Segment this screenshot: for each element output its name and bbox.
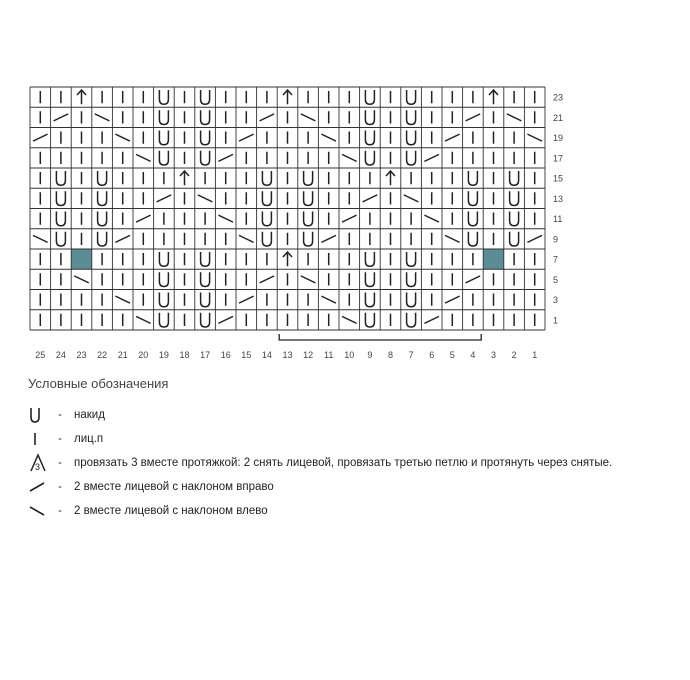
right-slant-mark [157, 195, 172, 202]
yarn-over-mark [365, 272, 374, 286]
yarn-over-mark [407, 90, 416, 104]
left-slant-mark [136, 154, 151, 161]
yarn-over-mark [159, 252, 168, 266]
yarn-over-mark [159, 131, 168, 145]
legend-item-left-slant [28, 499, 678, 523]
row-number: 3 [553, 295, 559, 306]
right-slant-mark [136, 215, 151, 222]
column-number: 8 [387, 350, 394, 360]
column-number: 2 [511, 350, 517, 360]
yarn-over-mark [201, 272, 210, 286]
right-slant-mark [445, 296, 460, 303]
legend-dash: - [58, 409, 62, 421]
repeat-bracket [279, 334, 481, 340]
row-number: 23 [553, 92, 564, 103]
legend-title: Условные обозначения [28, 376, 169, 391]
yarn-over-mark [201, 131, 210, 145]
right-slant-mark [218, 316, 233, 323]
legend-item-cdd [28, 451, 678, 475]
right-slant-mark [527, 235, 542, 242]
column-number: 22 [97, 350, 108, 360]
yarn-over-mark [468, 191, 477, 205]
left-slant-mark [342, 154, 357, 161]
column-number: 5 [449, 350, 455, 360]
left-slant-mark [115, 134, 130, 141]
right-slant-mark [321, 235, 336, 242]
yarn-over-mark [510, 232, 519, 246]
yarn-over-mark [365, 90, 374, 104]
left-slant-mark [507, 114, 522, 121]
left-slant-mark [239, 235, 254, 242]
row-number: 11 [553, 214, 563, 225]
column-number: 11 [324, 350, 334, 360]
column-number: 17 [200, 350, 211, 360]
yarn-over-mark [304, 232, 313, 246]
right-slant-mark [363, 195, 378, 202]
legend-item-yarn-over [28, 403, 678, 427]
row-number: 9 [553, 234, 559, 245]
row-number: 5 [553, 274, 559, 285]
column-number: 19 [158, 350, 169, 360]
left-slant-mark [95, 114, 110, 121]
column-number: 20 [138, 350, 149, 360]
yarn-over-mark [159, 313, 168, 327]
row-number: 19 [553, 133, 564, 144]
right-slant-mark [260, 276, 275, 283]
legend-dash: - [58, 505, 62, 517]
left-slant-mark [136, 316, 151, 323]
yarn-over-mark [201, 90, 210, 104]
yarn-over-mark [159, 272, 168, 286]
yarn-over-mark [98, 171, 107, 185]
row-number: 17 [553, 153, 564, 164]
legend-dash: - [58, 481, 62, 493]
left-slant-mark [74, 276, 89, 283]
column-number: 3 [490, 350, 497, 360]
right-slant-mark [239, 296, 254, 303]
right-slant-mark [33, 134, 48, 141]
column-number: 7 [408, 350, 414, 360]
yarn-over-mark [262, 171, 271, 185]
right-slant-mark [239, 134, 254, 141]
yarn-over-mark [407, 131, 416, 145]
right-slant-mark [54, 114, 69, 121]
legend-text-left-slant: 2 вместе лицевой с наклоном влево [74, 505, 268, 517]
column-number: 1 [532, 350, 538, 360]
yarn-over-mark [304, 212, 313, 226]
yarn-over-mark [304, 171, 313, 185]
left-slant-mark [115, 296, 130, 303]
left-slant-mark [527, 134, 542, 141]
row-number: 7 [553, 254, 559, 265]
column-number: 6 [429, 350, 435, 360]
yarn-over-mark [407, 293, 416, 307]
yarn-over-mark [201, 110, 210, 124]
right-slant-mark [260, 114, 275, 121]
column-number: 4 [470, 350, 476, 360]
left-slant-mark [321, 134, 336, 141]
right-slant-mark [445, 134, 460, 141]
left-slant-mark [218, 215, 233, 222]
yarn-over-mark [407, 110, 416, 124]
yarn-over-mark [468, 232, 477, 246]
yarn-over-mark [365, 110, 374, 124]
shaded-cell [71, 249, 92, 269]
yarn-over-mark [262, 232, 271, 246]
yarn-over-mark [407, 252, 416, 266]
legend-dash: - [58, 433, 62, 445]
yarn-over-mark [262, 191, 271, 205]
right-slant-mark [115, 235, 130, 242]
column-number: 15 [241, 350, 252, 360]
row-number: 13 [553, 193, 564, 204]
right-slant-mark [424, 154, 439, 161]
left-slant-mark [33, 235, 48, 242]
left-slant-mark [301, 114, 316, 121]
yarn-over-mark [159, 151, 168, 165]
yarn-over-mark [365, 313, 374, 327]
row-number: 21 [553, 112, 564, 123]
left-slant-mark [404, 195, 419, 202]
yarn-over-mark [98, 212, 107, 226]
yarn-over-mark [365, 151, 374, 165]
yarn-over-mark [56, 232, 65, 246]
yarn-over-icon [28, 405, 58, 425]
column-number: 10 [344, 350, 355, 360]
yarn-over-mark [510, 212, 519, 226]
yarn-over-mark [365, 131, 374, 145]
legend-dash: - [58, 457, 62, 469]
column-number: 12 [303, 350, 314, 360]
right-slant-mark [466, 114, 481, 121]
yarn-over-mark [510, 171, 519, 185]
left-slant-mark [424, 215, 439, 222]
legend [28, 376, 678, 523]
yarn-over-mark [407, 272, 416, 286]
yarn-over-mark [98, 191, 107, 205]
left-slant-mark [301, 276, 316, 283]
yarn-over-mark [468, 212, 477, 226]
yarn-over-mark [262, 212, 271, 226]
yarn-over-mark [56, 212, 65, 226]
yarn-over-mark [56, 191, 65, 205]
yarn-over-mark [365, 252, 374, 266]
legend-text-right-slant: 2 вместе лицевой с наклоном вправо [74, 481, 274, 493]
legend-text-yarn-over: накид [74, 409, 105, 421]
column-number: 23 [76, 350, 87, 360]
yarn-over-mark [407, 151, 416, 165]
right-slant-mark [424, 316, 439, 323]
left-slant-icon [28, 501, 58, 521]
right-slant-mark [466, 276, 481, 283]
yarn-over-mark [304, 191, 313, 205]
column-number: 9 [367, 350, 373, 360]
yarn-over-mark [201, 151, 210, 165]
right-slant-mark [218, 154, 233, 161]
yarn-over-mark [98, 232, 107, 246]
yarn-over-mark [201, 293, 210, 307]
yarn-over-mark [159, 90, 168, 104]
column-number: 25 [35, 350, 46, 360]
yarn-over-mark [407, 313, 416, 327]
column-number: 16 [220, 350, 231, 360]
yarn-over-mark [159, 110, 168, 124]
column-number: 13 [282, 350, 293, 360]
right-slant-icon [28, 477, 58, 497]
legend-text-knit: лиц.п [74, 433, 104, 445]
left-slant-mark [321, 296, 336, 303]
yarn-over-mark [365, 293, 374, 307]
left-slant-mark [342, 316, 357, 323]
cdd-3-together-icon [28, 453, 58, 473]
yarn-over-mark [56, 171, 65, 185]
yarn-over-mark [510, 191, 519, 205]
row-number: 1 [553, 315, 559, 326]
yarn-over-mark [468, 171, 477, 185]
yarn-over-mark [201, 313, 210, 327]
legend-text-cdd: провязать 3 вместе протяжкой: 2 снять лицевой, провязать третью петлю и протянуть через снятые. [74, 457, 613, 469]
yarn-over-mark [159, 293, 168, 307]
column-number: 14 [261, 350, 272, 360]
yarn-over-mark [201, 252, 210, 266]
column-number: 24 [55, 350, 66, 360]
left-slant-mark [198, 195, 213, 202]
right-slant-mark [342, 215, 357, 222]
column-number: 18 [179, 350, 190, 360]
legend-item-knit [28, 427, 678, 451]
column-number: 21 [117, 350, 128, 360]
left-slant-mark [445, 235, 460, 242]
legend-item-right-slant [28, 475, 678, 499]
row-number: 15 [553, 173, 564, 184]
shaded-cell [483, 249, 504, 269]
knit-stitch-icon [28, 429, 58, 449]
cdd-icon-label: 3 [35, 462, 41, 472]
